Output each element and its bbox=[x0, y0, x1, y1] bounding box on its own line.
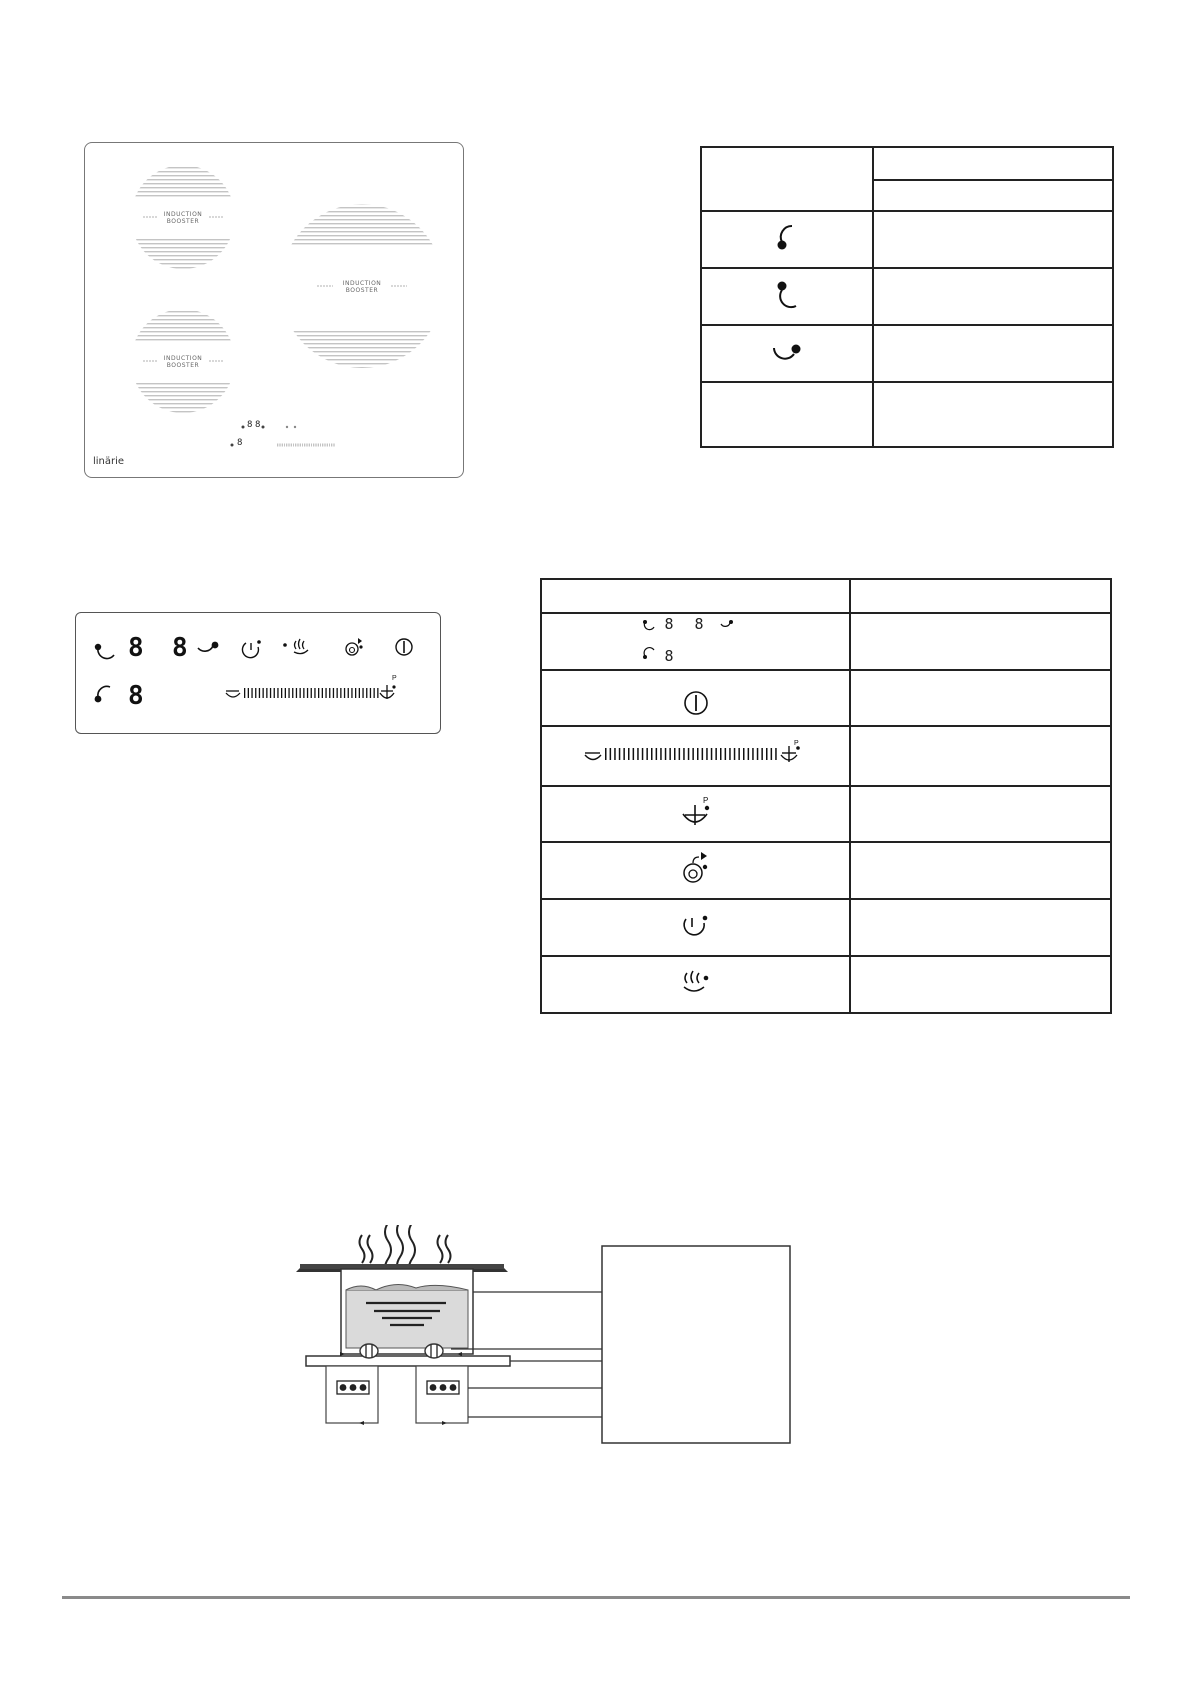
table-description-cell bbox=[873, 325, 1113, 382]
boost-p-label: P bbox=[702, 795, 708, 805]
table-description-cell bbox=[850, 786, 1111, 842]
boost-icon bbox=[679, 794, 713, 830]
table-header-cell bbox=[850, 579, 1111, 613]
control-panel-icons bbox=[76, 613, 439, 732]
zone-label-line2: BOOSTER bbox=[166, 218, 200, 225]
table-description-cell bbox=[850, 842, 1111, 899]
table-row bbox=[541, 956, 1111, 1013]
table-header-cell bbox=[541, 579, 850, 613]
zone-selector-icons bbox=[641, 616, 751, 668]
right-selector-icon bbox=[198, 642, 218, 652]
table-header-cell bbox=[873, 147, 1113, 180]
lock-icon bbox=[679, 849, 713, 887]
zone-label-rear-left bbox=[123, 211, 243, 225]
table-description-cell bbox=[850, 613, 1111, 670]
glass-plate bbox=[306, 1356, 510, 1366]
table-row bbox=[701, 268, 1113, 325]
zone-label-front-left bbox=[123, 355, 243, 369]
control-panel bbox=[75, 612, 441, 734]
table-icon-cell bbox=[541, 842, 850, 899]
slider-plus-label: P bbox=[793, 739, 799, 747]
footer-divider bbox=[62, 1596, 1130, 1599]
induction-principle-diagram bbox=[296, 1225, 792, 1445]
power-icon bbox=[681, 688, 711, 718]
control-symbol-table bbox=[540, 578, 1112, 1014]
table-description-cell bbox=[873, 211, 1113, 268]
front-left-zone-icon bbox=[772, 277, 802, 311]
table-icon-cell bbox=[541, 786, 850, 842]
table-description-cell bbox=[850, 670, 1111, 726]
zone-label-right bbox=[302, 280, 422, 294]
hob-digit: 8 bbox=[237, 438, 243, 448]
display-digit: 8 bbox=[694, 614, 704, 633]
hob-zones-drawing bbox=[85, 143, 462, 476]
table-row bbox=[701, 382, 1113, 447]
power-icon bbox=[396, 639, 412, 655]
keep-warm-icon bbox=[283, 639, 308, 654]
table-description-cell bbox=[850, 726, 1111, 786]
table-description-cell bbox=[873, 382, 1113, 447]
timer-icon bbox=[680, 909, 712, 941]
table-row bbox=[701, 147, 1113, 180]
table-row bbox=[541, 842, 1111, 899]
display-digit: 8 bbox=[172, 633, 188, 663]
table-row bbox=[701, 325, 1113, 382]
display-digit: 8 bbox=[664, 614, 674, 633]
hob-top-view bbox=[84, 142, 464, 478]
table-description-cell bbox=[850, 899, 1111, 956]
rear-left-zone-icon bbox=[772, 220, 802, 254]
timer-icon bbox=[242, 640, 260, 657]
rear-left-selector-icon bbox=[95, 644, 114, 659]
zone-label-line2: BOOSTER bbox=[345, 287, 379, 294]
front-left-selector-icon bbox=[95, 686, 110, 702]
table-icon-cell bbox=[541, 726, 850, 786]
hob-digit: 8 bbox=[255, 420, 261, 430]
zone-label-line1: INDUCTION bbox=[163, 211, 203, 218]
legend-box bbox=[602, 1246, 790, 1443]
zone-label-line1: INDUCTION bbox=[342, 280, 382, 287]
display-digit: 8 bbox=[664, 646, 674, 665]
brand-logo: linärie bbox=[93, 456, 125, 467]
power-slider bbox=[226, 685, 396, 699]
table-row bbox=[541, 899, 1111, 956]
table-icon-cell bbox=[701, 211, 873, 268]
zone-label-line1: INDUCTION bbox=[163, 355, 203, 362]
zone-symbol-table bbox=[700, 146, 1114, 448]
table-icon-cell bbox=[701, 382, 873, 447]
table-icon-cell bbox=[541, 956, 850, 1013]
table-icon-cell bbox=[541, 670, 850, 726]
display-digit: 8 bbox=[128, 633, 144, 663]
table-icon-cell bbox=[541, 899, 850, 956]
table-row bbox=[541, 726, 1111, 786]
hob-digit: 8 bbox=[247, 420, 253, 430]
table-row bbox=[541, 670, 1111, 726]
slider-plus-label: P bbox=[392, 675, 397, 682]
table-row bbox=[541, 786, 1111, 842]
table-description-cell bbox=[850, 956, 1111, 1013]
table-row bbox=[541, 613, 1111, 670]
table-icon-cell bbox=[541, 613, 850, 670]
table-icon-cell bbox=[701, 268, 873, 325]
display-digit: 8 bbox=[128, 681, 144, 711]
keep-warm-icon bbox=[679, 966, 713, 998]
table-description-cell bbox=[873, 268, 1113, 325]
slider-icon bbox=[581, 737, 811, 771]
table-icon-cell bbox=[701, 325, 873, 382]
zone-label-line2: BOOSTER bbox=[166, 362, 200, 369]
table-header-cell bbox=[701, 147, 873, 211]
table-header-cell bbox=[873, 180, 1113, 211]
right-zone-icon bbox=[770, 336, 804, 366]
table-row bbox=[701, 211, 1113, 268]
lock-icon bbox=[346, 638, 363, 655]
table-row bbox=[541, 579, 1111, 613]
